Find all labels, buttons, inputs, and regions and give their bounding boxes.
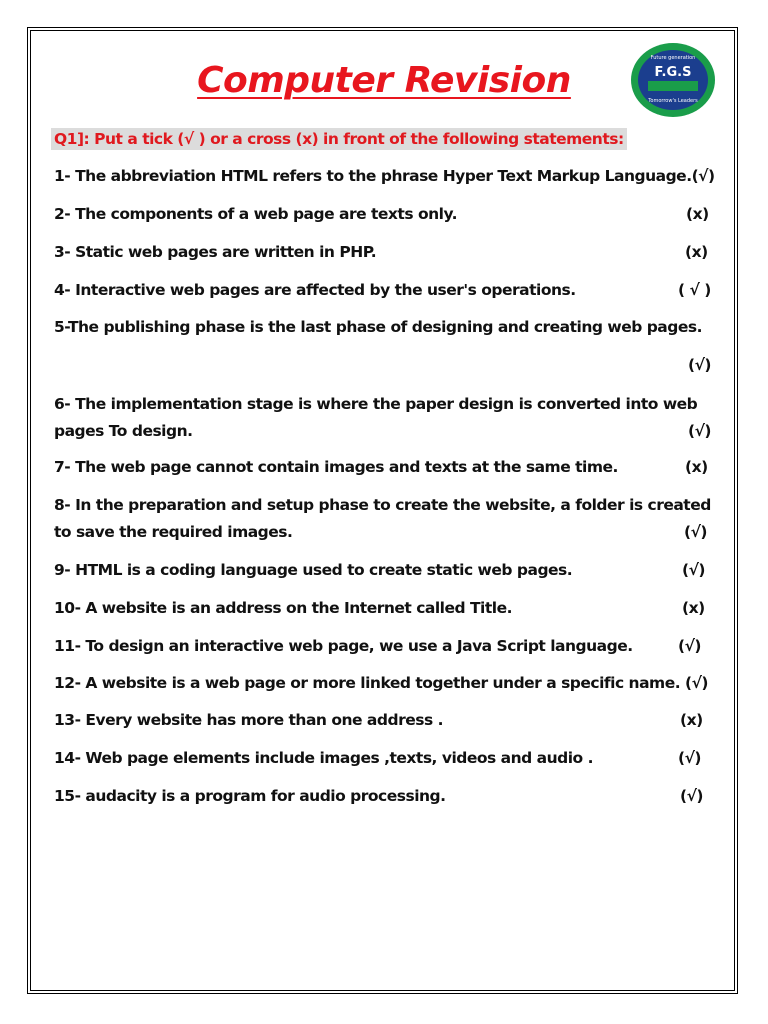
- answer-mark: (x): [686, 205, 709, 223]
- statement-15: 15- audacity is a program for audio processing. (√): [54, 783, 718, 809]
- statement-9: 9- HTML is a coding language used to create static web pages. (√): [54, 557, 718, 583]
- statement-7: 7- The web page cannot contain images and texts at the same time. (x): [54, 454, 718, 480]
- answer-mark: (x): [680, 711, 703, 729]
- statement-8: 8- In the preparation and setup phase to create the website, a folder is created: [54, 496, 711, 514]
- statement-14: 14- Web page elements include images ,texts, videos and audio . (√): [54, 745, 718, 771]
- answer-mark: ( √ ): [678, 281, 711, 299]
- answer-mark: (√): [680, 787, 704, 805]
- statement-8-cont: to save the required images. (√): [54, 519, 718, 545]
- answer-mark: (√): [688, 422, 712, 440]
- logo-bottom-text: Tomorrow's Leaders: [648, 98, 698, 104]
- page-title: Computer Revision: [197, 60, 571, 101]
- school-logo: [630, 42, 716, 118]
- logo-top-text: Future generation: [650, 55, 696, 61]
- statement-12: 12- A website is a web page or more linked together under a specific name. (√): [54, 674, 709, 692]
- answer-mark: (x): [685, 243, 708, 261]
- statement-2: 2- The components of a web page are texts only. (x): [54, 201, 718, 227]
- statement-11: 11- To design an interactive web page, we use a Java Script language. (√): [54, 633, 718, 659]
- statement-3: 3- Static web pages are written in PHP. (x): [54, 239, 718, 265]
- answer-mark: (√): [682, 561, 706, 579]
- statement-6: 6- The implementation stage is where the paper design is converted into web: [54, 395, 698, 413]
- statement-6-cont: pages To design. (√): [54, 418, 718, 444]
- statement-13: 13- Every website has more than one address . (x): [54, 707, 718, 733]
- logo-band: [648, 81, 698, 91]
- logo-org-text: F.G.S: [654, 65, 692, 80]
- answer-mark: (x): [682, 599, 705, 617]
- statement-10: 10- A website is an address on the Internet called Title. (x): [54, 595, 718, 621]
- answer-mark: (√): [684, 523, 708, 541]
- answer-mark: (√): [678, 637, 702, 655]
- answer-mark: (x): [685, 458, 708, 476]
- statement-1: 1- The abbreviation HTML refers to the phrase Hyper Text Markup Language.(√): [54, 167, 715, 185]
- answer-mark: (√): [688, 356, 712, 374]
- statement-5: 5-The publishing phase is the last phase of designing and creating web pages.: [54, 318, 702, 336]
- statement-4: 4- Interactive web pages are affected by the user's operations. ( √ ): [54, 277, 718, 303]
- answer-mark: (√): [678, 749, 702, 767]
- question-heading: Q1]: Put a tick (√ ) or a cross (x) in front of the following statements:: [51, 128, 627, 150]
